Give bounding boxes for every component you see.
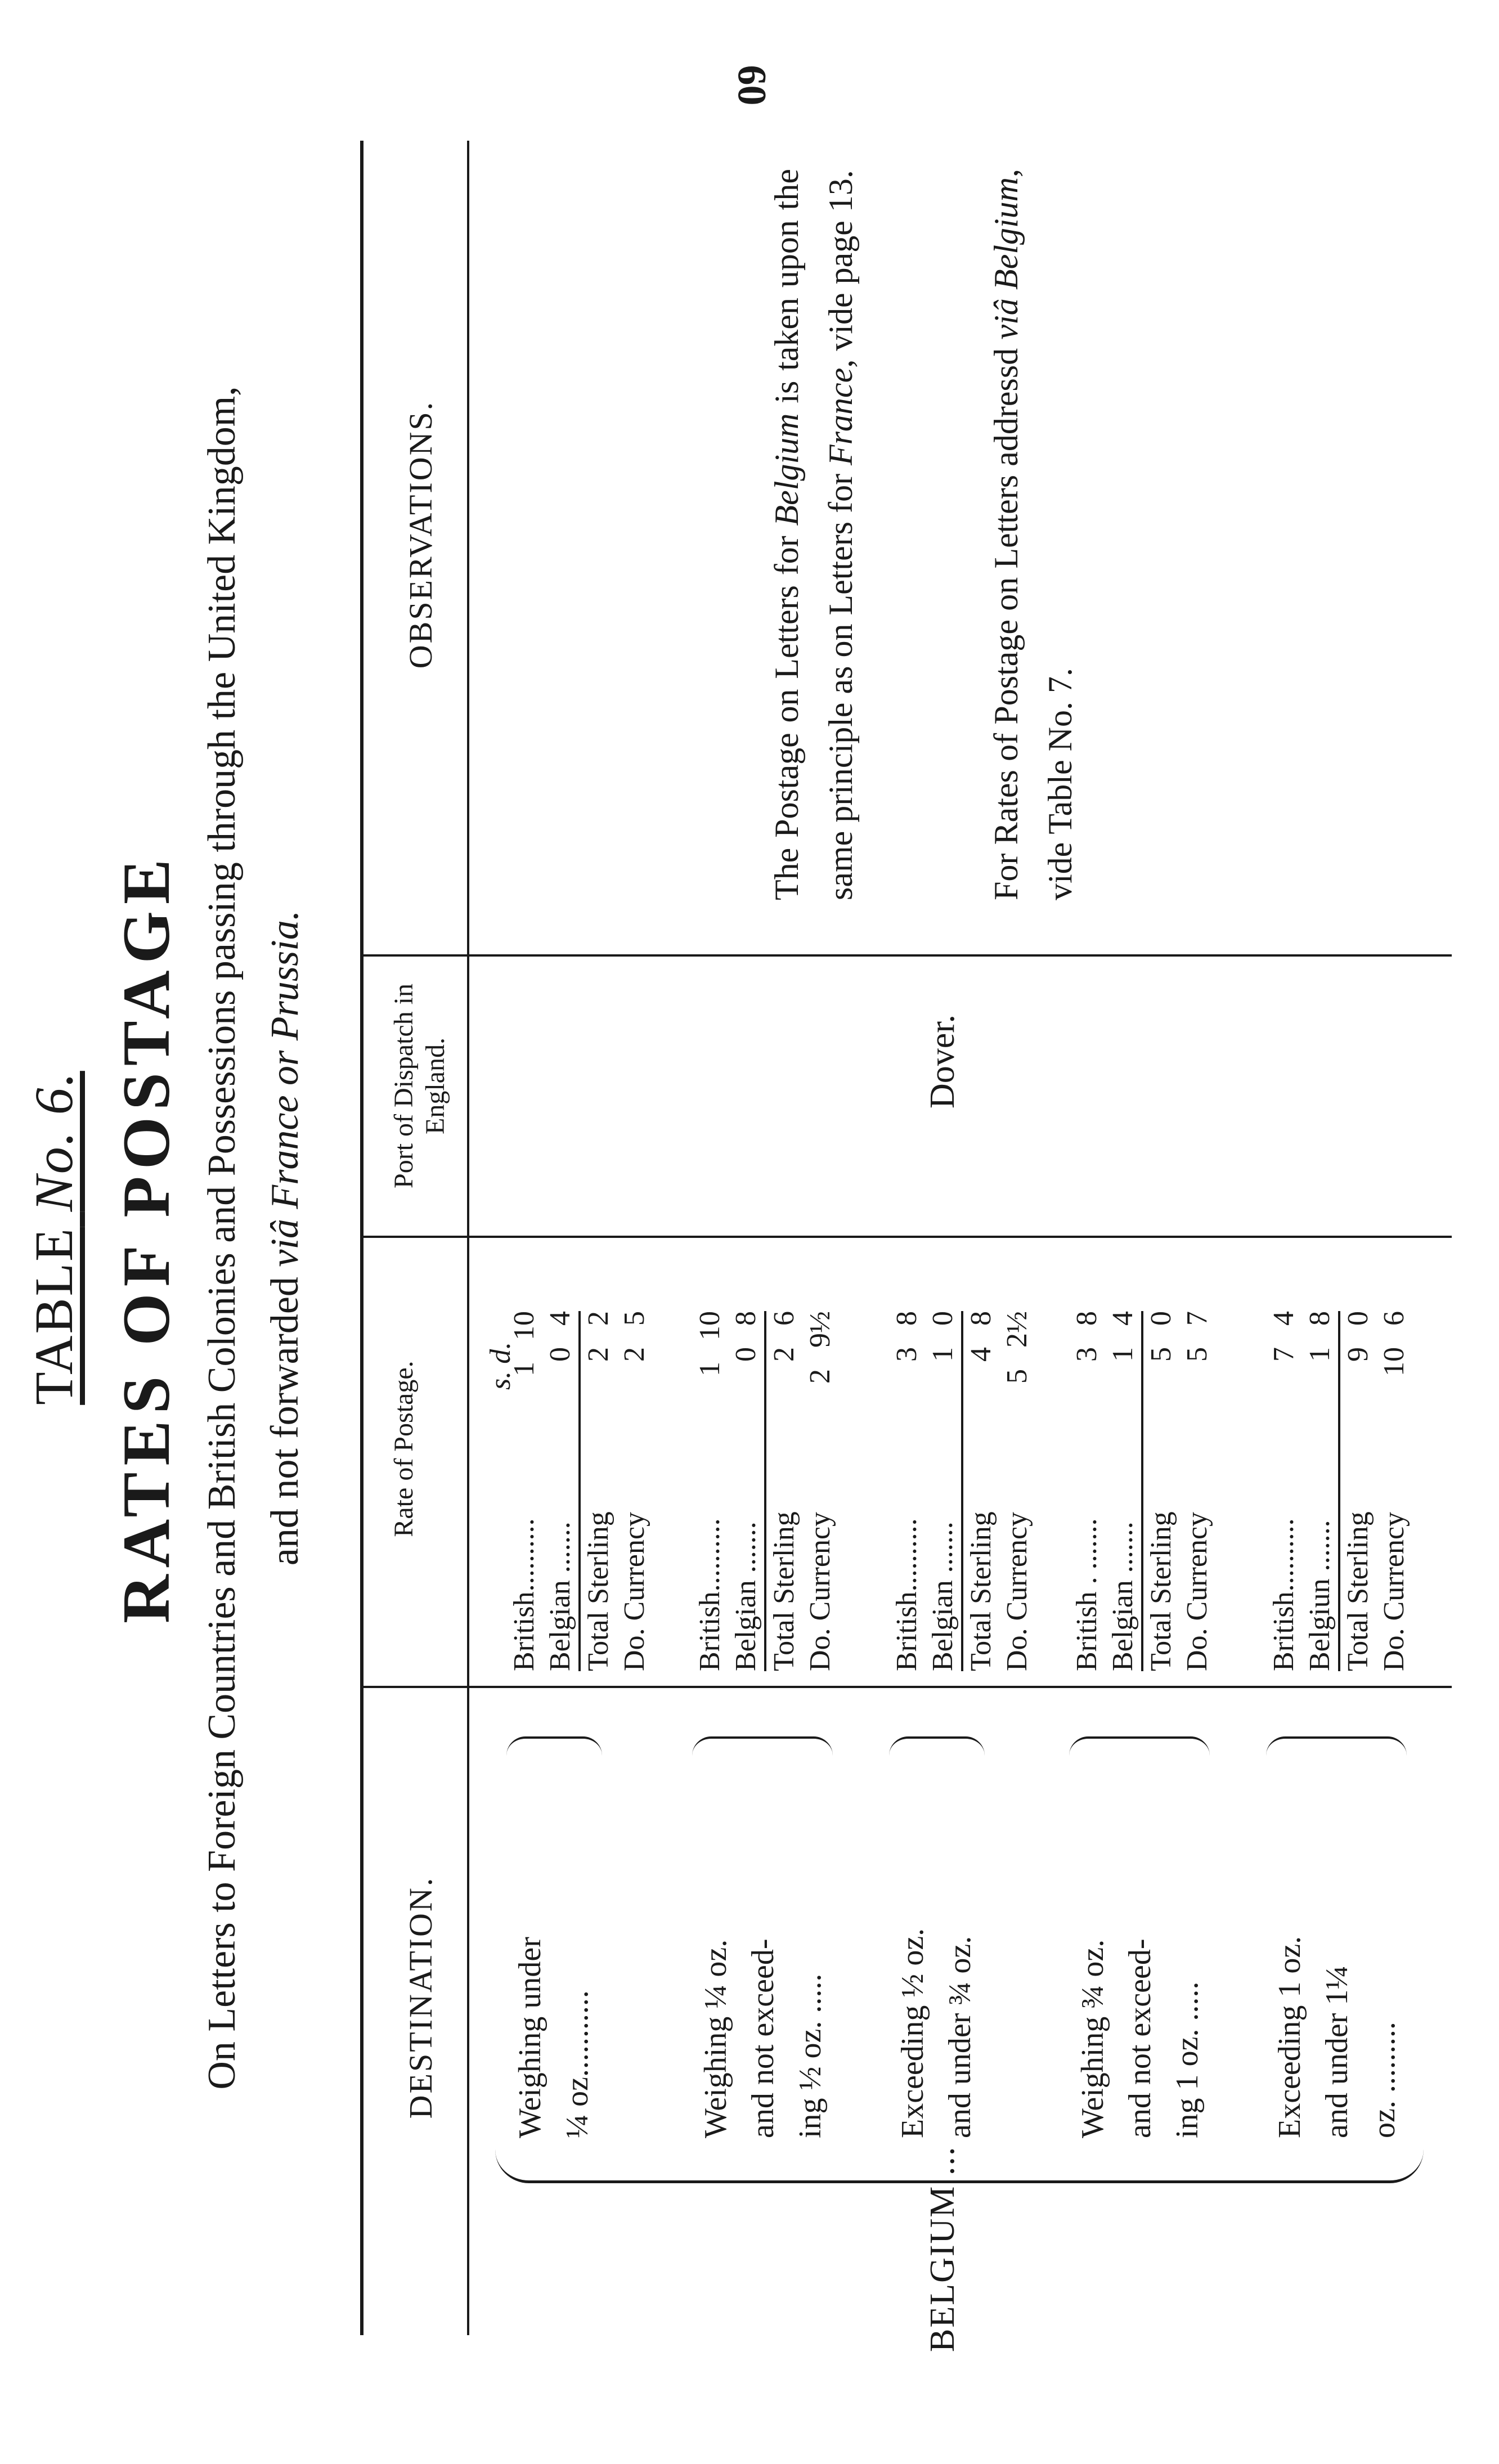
weight-brace-2 [692,1736,833,1756]
currency-header: s. d. [484,1341,517,1390]
table-label: TABLE [24,1227,84,1405]
weight-description-1 [506,1756,601,2138]
weight-description-5 [1266,1756,1408,2138]
subtitle-line-1: On Letters to Foreign Countries and British Colonies and Possessions passing through the United Kingdom, [200,386,244,2090]
rate-label: Do. Currency [1181,1511,1213,1671]
weight-line: Weighing under [513,1937,547,2138]
rate-pence: 0 [1342,1311,1374,1326]
rate-line-currency [1179,1311,1215,1671]
rate-pence: 4 [1107,1311,1139,1326]
title-block [23,56,317,2420]
rate-line-british [889,1311,925,1671]
rate-line-currency [802,1311,838,1671]
rate-pence: 8 [730,1311,762,1326]
column-divider-rate [360,1236,1452,1238]
observation-text: is taken upon the same principle as on Letters for [768,169,859,900]
table-header-rule [467,141,469,2335]
rate-label: British.......... [1268,1518,1300,1671]
weight-brace-4 [1069,1736,1210,1756]
rate-pence: 7 [1181,1311,1213,1326]
observation-belgium-principle [760,169,868,900]
rate-label: Do. Currency [1378,1511,1410,1671]
rotated-table-sheet [0,56,1463,2420]
rate-line-british [506,1311,542,1671]
rate-line-belgian [542,1311,578,1671]
rate-shillings: 5 [1145,1347,1177,1362]
rate-pence: 4 [544,1311,576,1326]
rate-shillings: 5 [1001,1369,1033,1384]
rate-pence: 9½ [804,1311,836,1348]
rate-shillings: 7 [1268,1347,1300,1362]
rate-shillings: 4 [965,1347,997,1362]
rate-pence: 0 [927,1311,959,1326]
subtitle-line-2-text: and not forwarded [263,1277,307,1566]
rate-line-total-sterling [1141,1311,1179,1671]
country-brace [495,2147,1424,2183]
rate-line-belgian [1302,1311,1338,1671]
rate-line-total-sterling [1338,1311,1376,1671]
weight-brace-3 [889,1736,985,1756]
rate-label: Belgian ....... [730,1522,762,1671]
weight-line: Weighing ¾ oz. [1075,1939,1110,2138]
weight-line: Exceeding 1 oz. [1272,1936,1307,2138]
column-header-rate: Rate of Postage. [389,1361,419,1537]
subtitle-line-2-italic: viâ France or Prussia. [263,910,307,1267]
observation-italic: France [822,367,859,465]
rate-label: Total Sterling [965,1511,997,1671]
rate-shillings: 1 [508,1362,540,1376]
table-top-rule [360,141,363,2335]
rate-pence: 5 [618,1311,650,1326]
rate-pence: 2 [582,1311,614,1326]
rate-shillings: 1 [1304,1347,1336,1362]
observation-italic: Belgium [768,413,805,526]
column-divider-destination [360,1686,1452,1688]
weight-line: Exceeding ½ oz. [895,1928,930,2138]
rate-pence: 8 [1304,1311,1336,1326]
rate-pence: 8 [891,1311,923,1326]
rate-pence: 6 [1378,1311,1410,1326]
weight-description-4 [1069,1756,1211,2138]
rate-line-total-sterling [961,1311,999,1671]
weight-line: and under 1¼ [1320,1965,1354,2138]
rate-line-total-sterling [764,1311,802,1671]
rate-shillings: 0 [544,1347,576,1362]
rate-pence: 0 [1145,1311,1177,1326]
rate-pence: 4 [1268,1311,1300,1326]
rate-shillings: 5 [1181,1347,1213,1362]
rate-label: Do. Currency [1001,1511,1033,1671]
rate-shillings: 3 [1071,1347,1103,1362]
rate-pence: 2½ [1001,1311,1033,1348]
rate-label: British.......... [891,1518,923,1671]
rate-group-5 [1266,1311,1412,1671]
observation-italic: viâ Belgium [988,177,1025,340]
rate-shillings: 2 [582,1347,614,1362]
rate-label: Belgiun ....... [1304,1520,1336,1671]
subtitle-line-2 [254,56,317,2420]
rate-pence: 8 [1071,1311,1103,1326]
weight-line: and not exceed- [1123,1938,1157,2138]
rate-pence: 10 [694,1311,726,1340]
rate-label: Total Sterling [1145,1511,1177,1671]
table-number: No. 6. [24,1071,84,1212]
observation-text: The Postage on Letters for [768,526,805,900]
rate-shillings: 10 [1378,1347,1410,1376]
port-of-dispatch: Dover. [923,1014,962,1108]
rate-label: Total Sterling [1342,1511,1374,1671]
rate-shillings: 0 [730,1347,762,1362]
rate-shillings: 2 [618,1347,650,1362]
weight-brace-5 [1266,1736,1407,1756]
rate-line-currency [1376,1311,1412,1671]
rate-group-2 [692,1311,838,1671]
rate-line-british [1069,1311,1105,1671]
rate-group-4 [1069,1311,1215,1671]
weight-description-2 [692,1756,834,2138]
rate-pence: 6 [768,1311,800,1326]
rate-line-belgian [1105,1311,1141,1671]
column-header-port: Port of Dispatch in England. [389,984,450,1188]
rate-group-3 [889,1311,1035,1671]
rate-line-british [692,1311,728,1671]
weight-line: Weighing ¼ oz. [698,1939,733,2138]
weight-description-3 [889,1756,984,2138]
rate-label: Belgian ....... [544,1522,576,1671]
rate-pence: 10 [508,1311,540,1340]
rate-pence: 8 [965,1311,997,1326]
subtitle [191,56,317,2420]
rate-shillings: 3 [891,1347,923,1362]
column-header-destination: DESTINATION. [402,1876,439,2119]
rates-title: RATES OF POSTAGE [109,852,183,1623]
weight-brace-1 [506,1736,602,1756]
country-name: BELGIUM ... [923,2146,962,2352]
weight-line: ing ½ oz. ..... [793,1973,828,2138]
column-divider-port [360,954,1452,957]
rate-label: Total Sterling [768,1511,800,1671]
rate-line-british [1266,1311,1302,1671]
rate-line-belgian [728,1311,764,1671]
rate-label: Total Sterling [582,1511,614,1671]
rate-line-belgian [925,1311,961,1671]
rate-label: Belgian ....... [927,1522,959,1671]
column-header-observations: OBSERVATIONS. [402,400,439,669]
rate-label: Belgian ....... [1107,1522,1139,1671]
weight-line: and not exceed- [746,1938,780,2138]
rate-shillings: 2 [804,1369,836,1384]
weight-line: oz. ......... [1367,2022,1402,2138]
rate-label: British . ....... [1071,1518,1103,1671]
rate-group-1 [506,1311,653,1671]
rate-shillings: 1 [694,1362,726,1376]
rate-line-currency [617,1311,653,1671]
observation-text: , vide Table No. 7. [988,169,1079,900]
observation-via-belgium [979,169,1087,900]
rate-shillings: 2 [768,1347,800,1362]
rate-shillings: 9 [1342,1347,1374,1362]
page-number: 60 [729,65,775,106]
rate-label: Do. Currency [618,1511,650,1671]
rate-shillings: 1 [1107,1347,1139,1362]
weight-line: ing 1 oz. ..... [1170,1981,1205,2138]
weight-line: ¼ oz........... [560,1990,595,2138]
weight-line: and under ¾ oz. [943,1936,977,2138]
rate-label: British.......... [508,1518,540,1671]
rate-shillings: 1 [927,1347,959,1362]
observation-text: For Rates of Postage on Letters addressd [988,339,1025,900]
rate-label: Do. Currency [804,1511,836,1671]
table-title [23,56,85,2420]
rate-line-total-sterling [578,1311,617,1671]
rate-line-currency [999,1311,1035,1671]
observation-text: , vide page 13. [822,170,859,368]
rate-label: British.......... [694,1518,726,1671]
